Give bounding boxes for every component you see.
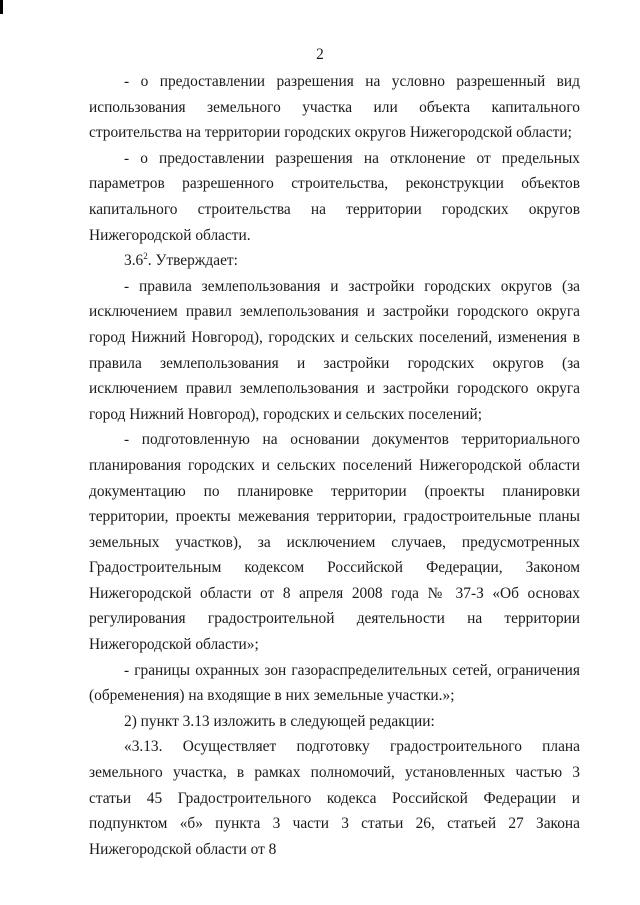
section-superscript: 2	[143, 251, 148, 262]
section-heading-text: . Утверждает:	[147, 252, 238, 270]
paragraph-land-use-rules: - правила землепользования и застройки городских округов (за исключением правил землепользования и застройки городского округа город Нижний Новгород), городских и сельских поселений, изменения в правила землепользования и застройки городских округов (за исключением правил землепользования и застройки городского округа город Нижний Новгород), городских и сельских поселений;	[89, 277, 580, 423]
section-number: 3.6	[124, 252, 144, 270]
paragraph-gas-network-zones: - границы охранных зон газораспределительных сетей, ограничения (обременения) на входящие в них земельные участки.»;	[89, 661, 580, 705]
page-number: 2	[316, 46, 324, 63]
paragraph-conditional-use-permit: - о предоставлении разрешения на условно разрешенный вид использования земельного участка или объекта капитального строительства на территории городских округов Нижегородской области;	[89, 73, 580, 142]
paragraph-deviation-permit: - о предоставлении разрешения на отклонение от предельных параметров разрешенного строительства, реконструкции объектов капитального строительства на территории городских округов Нижегородской области.	[89, 149, 580, 244]
scan-corner-mark	[0, 0, 3, 14]
paragraph-planning-documentation: - подготовленную на основании документов территориального планирования городских и сельских поселений Нижегородской области документацию по планировке территории (проекты планировки территории, проекты межевания территории, градостроительные планы земельных участков), за исключением случаев, предусмотренных Градостроительным кодексом Российской Федерации, Законом Нижегородской области от 8 апреля 2008 года № 37-З «Об основах регулирования градостроительной деятельности на территории Нижегородской области»;	[89, 431, 580, 654]
paragraph-section-3-6-2-heading	[89, 248, 580, 274]
paragraph-section-3-13: «3.13. Осуществляет подготовку градостроительного плана земельного участка, в рамках полномочий, установленных частью 3 статьи 45 Градостроительного кодекса Российской Федерации и подпунктом «б» пункта 3 части 3 статьи 26, статьей 27 Закона Нижегородской области от 8	[89, 738, 580, 858]
paragraph-item-2-amendment: 2) пункт 3.13 изложить в следующей редакции:	[124, 712, 435, 730]
document-body	[89, 69, 580, 862]
